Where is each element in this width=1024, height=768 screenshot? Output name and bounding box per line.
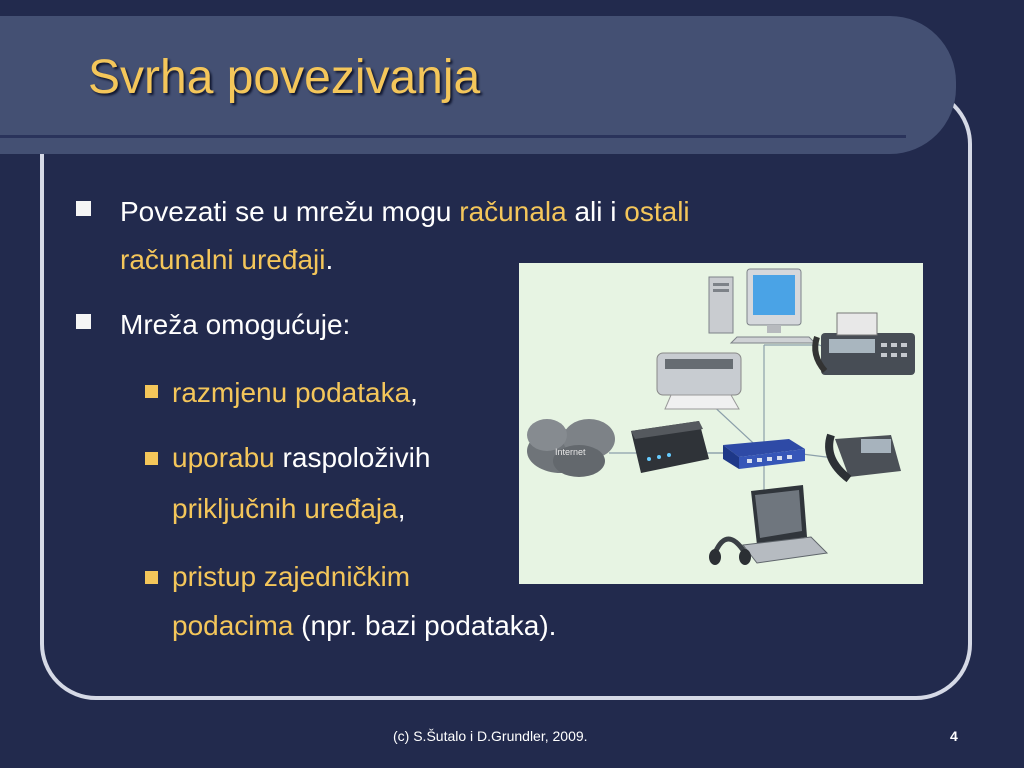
bullet-1-text: Povezati se u mrežu mogu <box>120 196 460 227</box>
sub-bullet-1 <box>172 377 418 409</box>
laptop-computer-icon <box>743 485 827 563</box>
sub-bullet-1-comma: , <box>410 377 418 408</box>
sub-bullet-square-icon <box>145 385 158 398</box>
sub-bullet-2-highlight-2: priključnih uređaja <box>172 493 398 524</box>
network-switch-icon <box>723 439 805 469</box>
bullet-1-period: . <box>325 244 334 275</box>
bullet-1-highlight-ostali: ostali <box>624 196 690 227</box>
bullet-1-text-mid: ali i <box>566 196 625 227</box>
ip-phone-icon <box>829 435 901 479</box>
sub-bullet-square-icon <box>145 571 158 584</box>
fax-machine-icon <box>815 313 915 375</box>
desktop-computer-icon <box>709 269 815 343</box>
sub-bullet-3-line-1 <box>172 561 410 593</box>
sub-bullet-3-line-2 <box>172 610 556 642</box>
headset-icon <box>709 539 751 565</box>
copyright-text: (c) S.Šutalo i D.Grundler, 2009. <box>393 728 588 744</box>
sub-bullet-3-highlight: pristup zajedničkim <box>172 561 411 592</box>
sub-bullet-2-comma: , <box>397 493 406 524</box>
bullet-1-line-2 <box>120 244 333 276</box>
sub-bullet-2-line-1 <box>172 442 430 474</box>
printer-icon <box>657 353 741 409</box>
sub-bullet-3-text: (npr. bazi podataka). <box>293 610 557 641</box>
slide-title: Svrha povezivanja <box>88 51 481 104</box>
modem-icon <box>631 421 709 473</box>
bullet-1-line-1 <box>120 196 690 228</box>
sub-bullet-2-text: raspoloživih <box>274 442 431 473</box>
bullet-square-icon <box>76 314 91 329</box>
sub-bullet-2-highlight: uporabu <box>172 442 275 473</box>
network-diagram-image <box>519 263 923 584</box>
bullet-1-highlight-uredaji: računalni uređaji <box>120 244 326 275</box>
network-diagram-svg <box>519 263 923 584</box>
bullet-square-icon <box>76 201 91 216</box>
sub-bullet-square-icon <box>145 452 158 465</box>
sub-bullet-3-highlight-2: podacima <box>172 610 294 641</box>
sub-bullet-1-highlight: razmjenu podataka <box>172 377 411 408</box>
bullet-1-highlight-racunala: računala <box>459 196 567 227</box>
sub-bullet-2-line-2 <box>172 493 405 525</box>
bullet-2: Mreža omogućuje: <box>120 309 351 340</box>
internet-label: Internet <box>555 447 586 457</box>
page-number: 4 <box>950 728 958 744</box>
internet-cloud-icon <box>527 419 615 477</box>
